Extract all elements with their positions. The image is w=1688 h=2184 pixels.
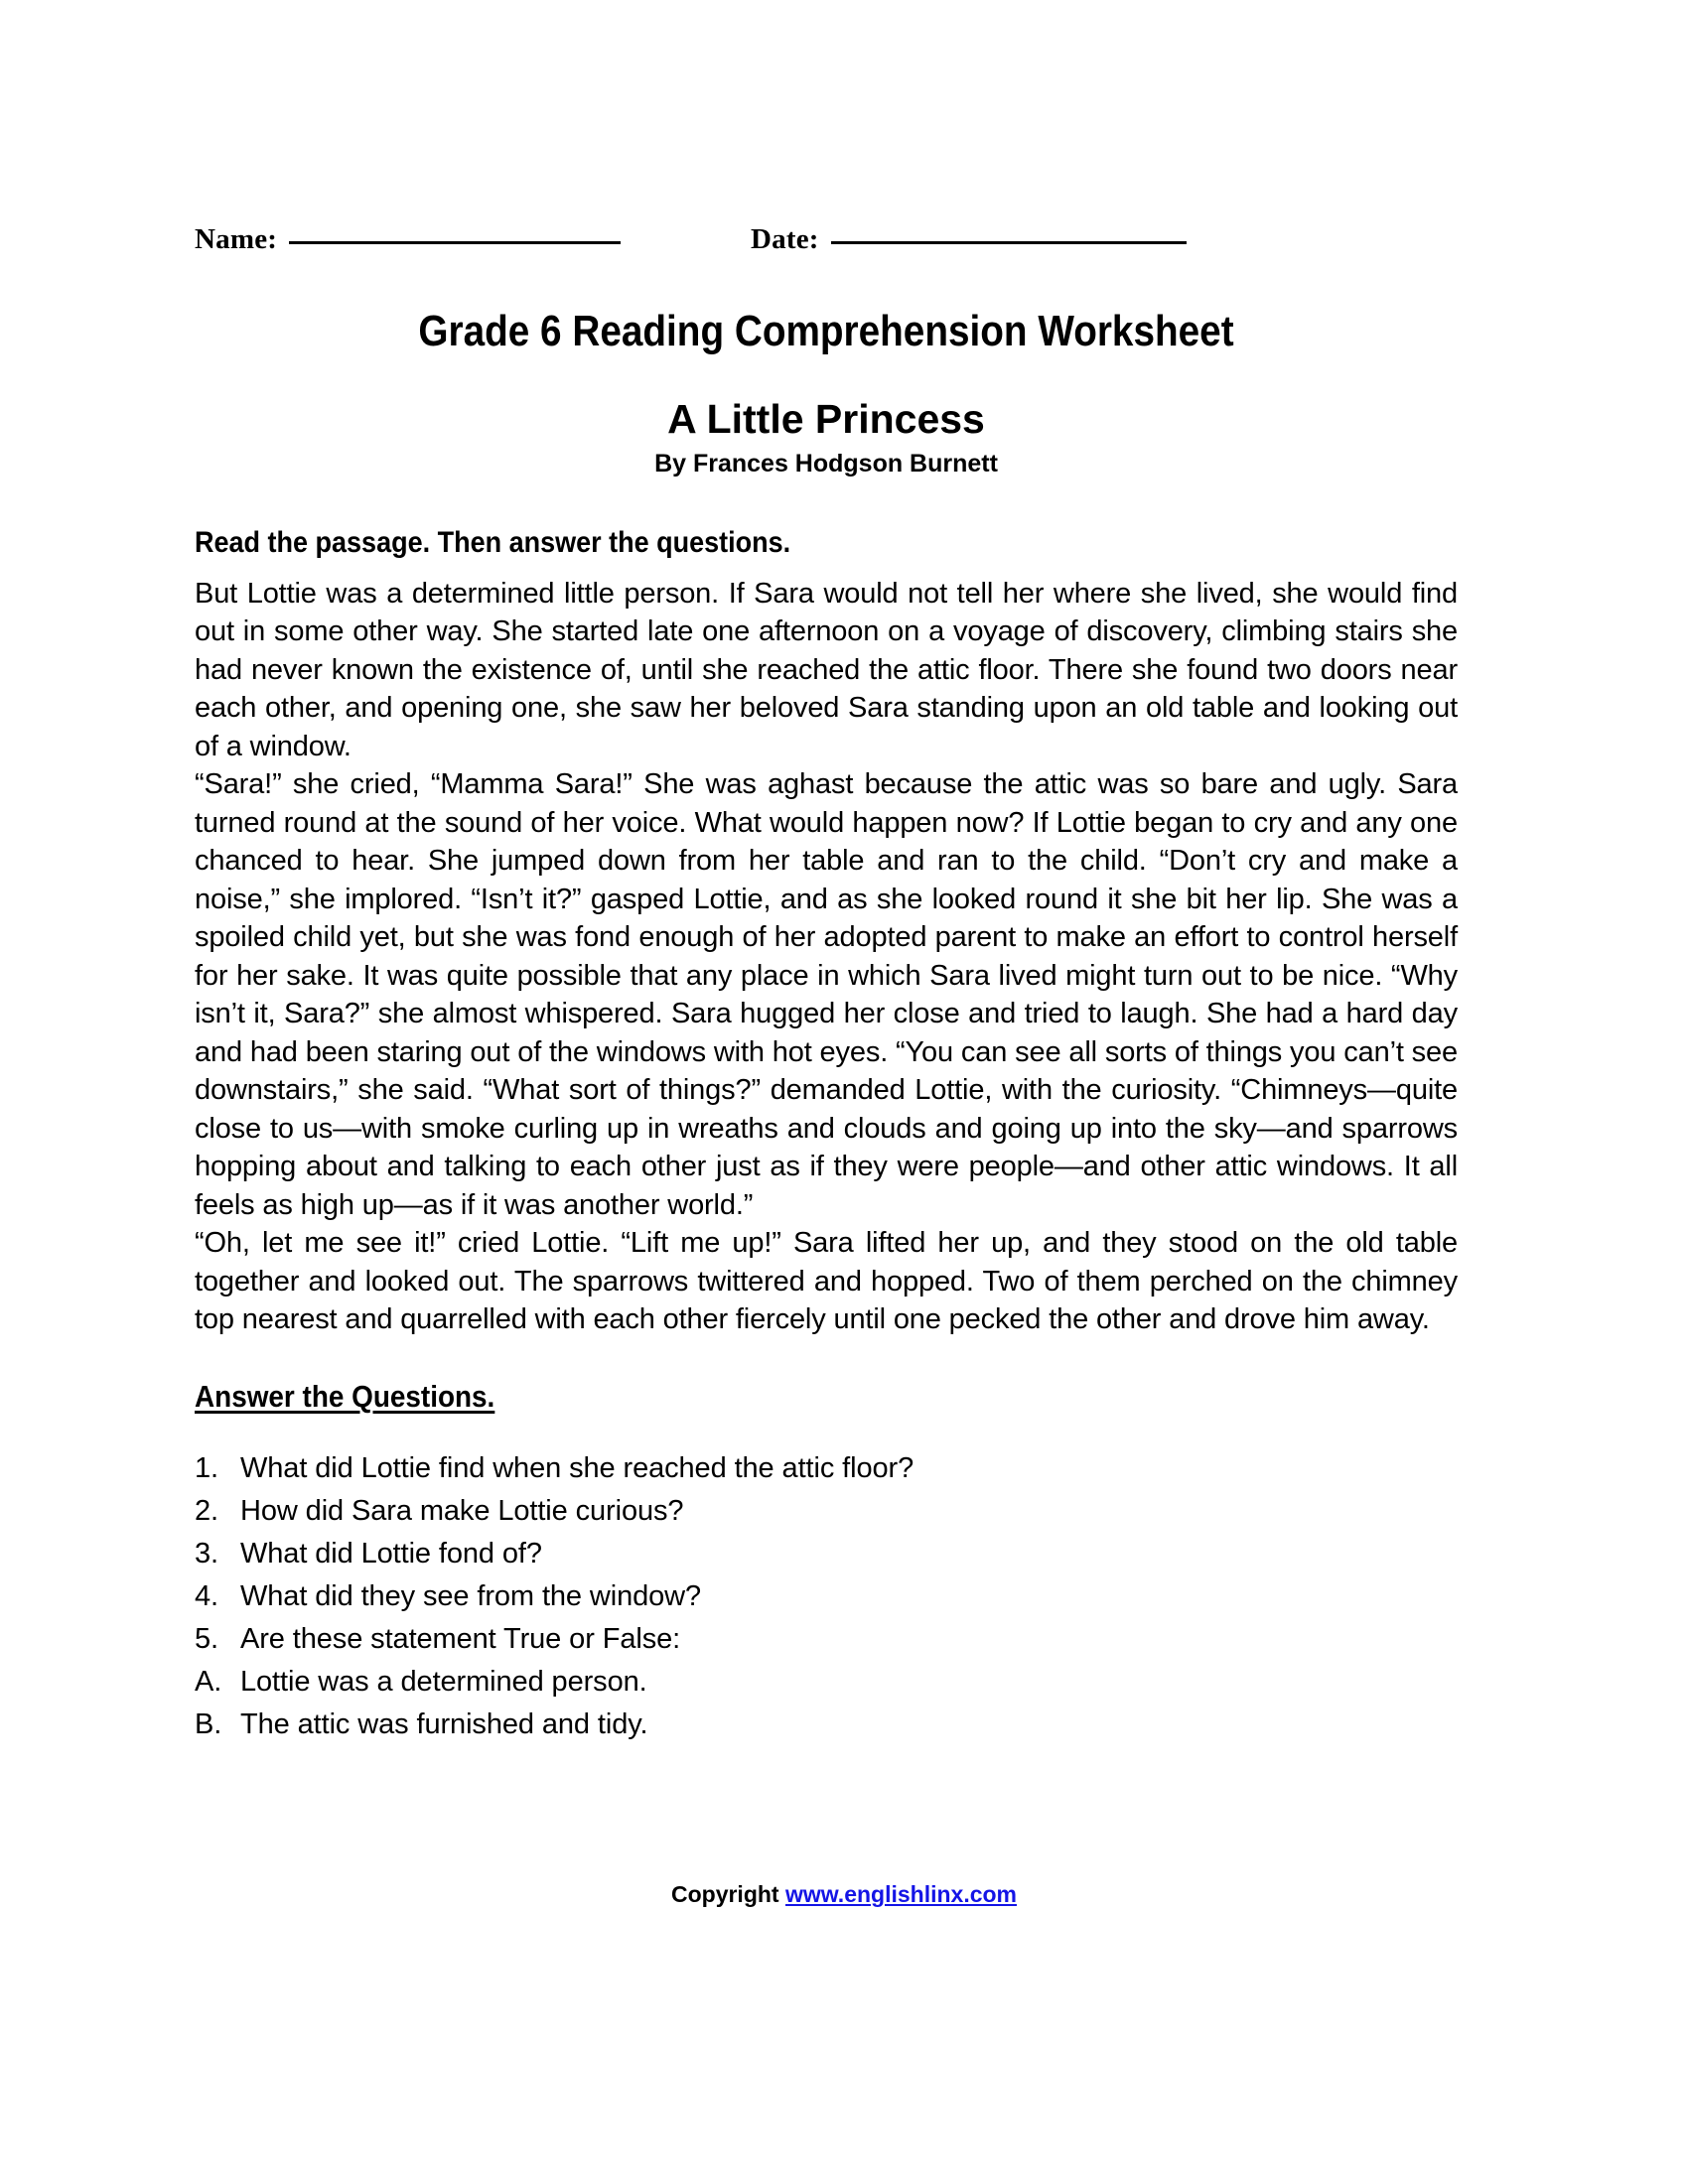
instruction-heading: Read the passage. Then answer the questions. [195, 526, 791, 560]
passage-paragraph-1: But Lottie was a determined little person. If Sara would not tell her where she lived, she would find out in some other way. She started late one afternoon on a voyage of discovery, climbing stairs she had never known the existence of, until she reached the attic floor. There she found two doors near each other, and opening one, she saw her beloved Sara standing upon an old table and looking out of a window. [195, 577, 1458, 762]
question-marker: A. [195, 1666, 222, 1699]
question-item[interactable] [195, 1490, 1458, 1533]
questions-list [195, 1447, 1458, 1746]
story-title: A Little Princess [667, 396, 985, 443]
question-text: Are these statement True or False: [240, 1623, 681, 1656]
question-text: Lottie was a determined person. [240, 1666, 647, 1699]
date-input-rule[interactable] [831, 240, 1187, 244]
name-field-group [195, 225, 751, 254]
question-marker: 3. [195, 1538, 218, 1570]
date-field-group [751, 225, 1458, 254]
question-marker: 4. [195, 1580, 218, 1613]
name-date-row [195, 210, 1458, 254]
question-item[interactable] [195, 1618, 1458, 1661]
question-text: What did they see from the window? [240, 1580, 702, 1613]
worksheet-title: Grade 6 Reading Comprehension Worksheet [418, 307, 1234, 355]
englishlinx-link[interactable]: www.englishlinx.com [784, 1881, 1018, 1907]
name-input-rule[interactable] [289, 240, 621, 244]
worksheet-content [195, 210, 1458, 1746]
date-label: Date: [751, 223, 819, 255]
question-item[interactable] [195, 1533, 1458, 1575]
answer-questions-heading: Answer the Questions. [195, 1378, 495, 1414]
story-author: By Frances Hodgson Burnett [654, 450, 998, 478]
question-item[interactable] [195, 1704, 1458, 1746]
question-text: What did Lottie find when she reached the attic floor? [240, 1452, 914, 1485]
passage-paragraph-3: “Oh, let me see it!” cried Lottie. “Lift me up!” Sara lifted her up, and they stood on the old table together and looked out. The sparrows twittered and hopped. Two of them perched on the chimney top nearest and quarrelled with each other fiercely until one pecked the other and drove him away. [195, 1227, 1458, 1336]
copyright-label: Copyright [670, 1881, 785, 1907]
answer-section [195, 1339, 1458, 1747]
question-item[interactable] [195, 1575, 1458, 1618]
question-text: How did Sara make Lottie curious? [240, 1495, 684, 1528]
question-marker: 1. [195, 1452, 218, 1485]
question-marker: 5. [195, 1623, 218, 1656]
page-footer [0, 1881, 1688, 1909]
question-text: What did Lottie fond of? [240, 1538, 542, 1570]
passage-paragraph-2: “Sara!” she cried, “Mamma Sara!” She was aghast because the attic was so bare and ugly. Sara turned round at the sound of her voice. What would happen now? If Lottie began to cry and any one chanced to hear. She jumped down from her table and ran to the child. “Don’t cry and make a noise,” she implored. “Isn’t it?” gasped Lottie, and as she looked round it she bit her lip. She was a spoiled child yet, but she was fond enough of her adopted parent to make an effort to control herself for her sake. It was quite possible that any place in which Sara lived might turn out to be nice. “Why isn’t it, Sara?” she almost whispered. Sara hugged her close and tried to laugh. She had a hard day and had been staring out of the windows with hot eyes. “You can see all sorts of things you can’t see downstairs,” she said. “What sort of things?” demanded Lottie, with the curiosity. “Chimneys—quite close to us—with smoke curling up in wreaths and clouds and going up into the sky—and sparrows hopping about and talking to each other just as if they were people—and other attic windows. It all feels as high up—as if it was another world.” [195, 768, 1458, 1221]
question-item[interactable] [195, 1661, 1458, 1704]
name-label: Name: [195, 223, 278, 255]
question-marker: 2. [195, 1495, 218, 1528]
question-text: The attic was furnished and tidy. [240, 1708, 648, 1741]
question-marker: B. [195, 1708, 222, 1741]
reading-passage [195, 575, 1458, 1339]
question-item[interactable] [195, 1447, 1458, 1490]
